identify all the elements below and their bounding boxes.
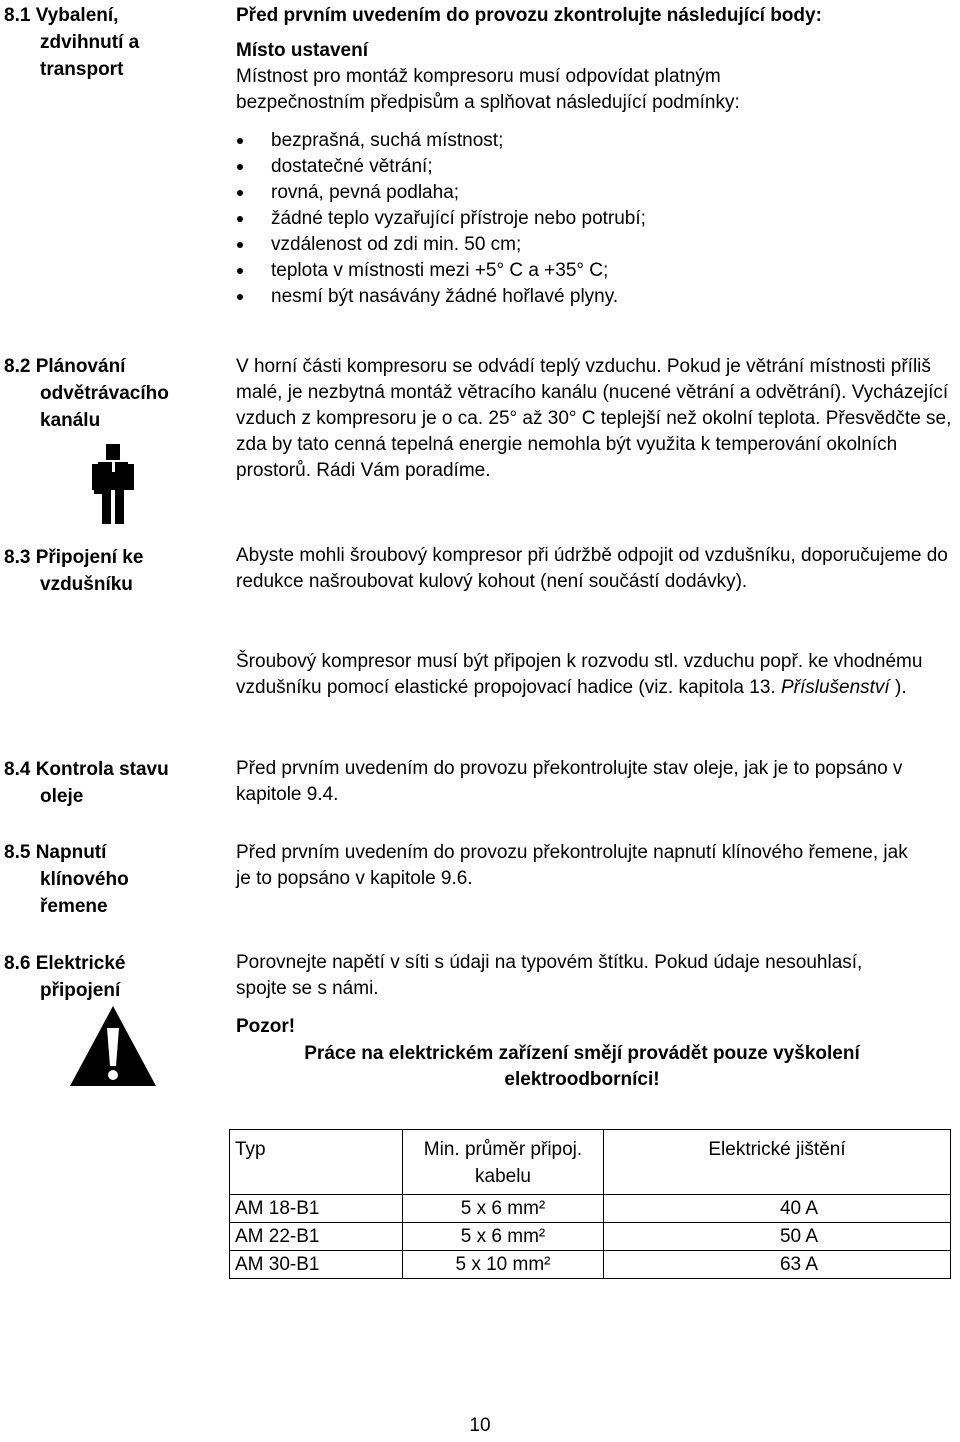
- page-number: 10: [469, 1415, 491, 1436]
- column-header-fuse: Elektrické jištění: [604, 1130, 951, 1195]
- table-row: [230, 1251, 951, 1279]
- table-header-row: [230, 1130, 951, 1195]
- section-number: 8.1: [4, 5, 31, 26]
- section-8-6-heading: 8.6 Elektrické připojení: [4, 953, 126, 1001]
- list-item: rovná, pevná podlaha;: [236, 180, 952, 206]
- table-cell: 5 x 10 mm²: [403, 1251, 604, 1279]
- list-item: bezprašná, suchá místnost;: [236, 128, 952, 154]
- table-cell: AM 22-B1: [230, 1223, 403, 1251]
- warning-label: Pozor!: [236, 1016, 296, 1037]
- exclamation-triangle-warning-icon: [68, 1004, 158, 1088]
- section-8-5-heading: 8.5 Napnutí klínového řemene: [4, 842, 129, 917]
- air-receiver-text-2: Šroubový kompresor musí být připojen k rozvodu stl. vzduchu popř. ke vhodnému vzdušníku pomocí elastické propojovací hadice (viz. kapitola 13. Příslušenství ).: [236, 651, 923, 698]
- checklist-heading: Před prvním uvedením do provozu zkontrolujte následující body:: [236, 5, 822, 26]
- belt-tension-text: Před prvním uvedením do provozu překontrolujte napnutí klínového řemene, jak je to popsáno v kapitole 9.6.: [236, 842, 908, 889]
- section-8-1-heading: 8.1 Vybalení, zdvihnutí a transport: [4, 5, 140, 80]
- table-row: [230, 1223, 951, 1251]
- engineer-person-icon: [90, 444, 138, 524]
- oil-check-text: Před prvním uvedením do provozu překontrolujte stav oleje, jak je to popsáno v kapitole 9.4.: [236, 758, 903, 805]
- air-receiver-text-1: Abyste mohli šroubový kompresor při údržbě odpojit od vzdušníku, doporučujeme do redukce našroubovat kulový kohout (není součástí dodávky).: [236, 545, 948, 592]
- voltage-check-text: Porovnejte napětí v síti s údaji na typovém štítku. Pokud údaje nesouhlasí, spojte se s námi.: [236, 952, 863, 999]
- table-cell: 40 A: [604, 1195, 951, 1223]
- list-item: žádné teplo vyzařující přístroje nebo potrubí;: [236, 206, 952, 232]
- table-cell: 5 x 6 mm²: [403, 1223, 604, 1251]
- location-subheading: Místo ustavení: [236, 40, 368, 61]
- warning-text: Práce na elektrickém zařízení smějí provádět pouze vyškolení elektroodborníci!: [304, 1043, 860, 1090]
- section-8-4-heading: 8.4 Kontrola stavu oleje: [4, 759, 169, 807]
- table-cell: AM 30-B1: [230, 1251, 403, 1279]
- list-item: nesmí být nasávány žádné hořlavé plyny.: [236, 284, 952, 310]
- table-cell: 50 A: [604, 1223, 951, 1251]
- accessories-reference: Příslušenství: [780, 677, 890, 698]
- section-8-3-heading: 8.3 Připojení ke vzdušníku: [4, 547, 144, 595]
- section-8-2-heading: 8.2 Plánování odvětrávacího kanálu: [4, 356, 169, 431]
- location-conditions-list: [236, 128, 952, 310]
- table-row: [230, 1195, 951, 1223]
- electrical-spec-table: [229, 1129, 951, 1279]
- list-item: teplota v místnosti mezi +5° C a +35° C;: [236, 258, 952, 284]
- table-cell: AM 18-B1: [230, 1195, 403, 1223]
- location-intro: Místnost pro montáž kompresoru musí odpovídat platným bezpečnostním předpisům a splňovat následující podmínky:: [236, 66, 740, 113]
- ventilation-text: V horní části kompresoru se odvádí teplý vzduchu. Pokud je větrání místnosti příliš malé, je nezbytná montáž větracího kanálu (nucené větrání a odvětrání). Vycházející vzduch z kompresoru je o ca. 25° až 30° C teplejší než okolní teplota. Přesvědčte se, zda by tato cenná tepelná energie nemohla být využita k temperování okolních prostorů. Rádi Vám poradíme.: [236, 356, 952, 481]
- column-header-type: Typ: [230, 1130, 403, 1195]
- table-cell: 63 A: [604, 1251, 951, 1279]
- list-item: dostatečné větrání;: [236, 154, 952, 180]
- table-cell: 5 x 6 mm²: [403, 1195, 604, 1223]
- list-item: vzdálenost od zdi min. 50 cm;: [236, 232, 952, 258]
- column-header-cable: Min. průměr připoj. kabelu: [403, 1130, 604, 1195]
